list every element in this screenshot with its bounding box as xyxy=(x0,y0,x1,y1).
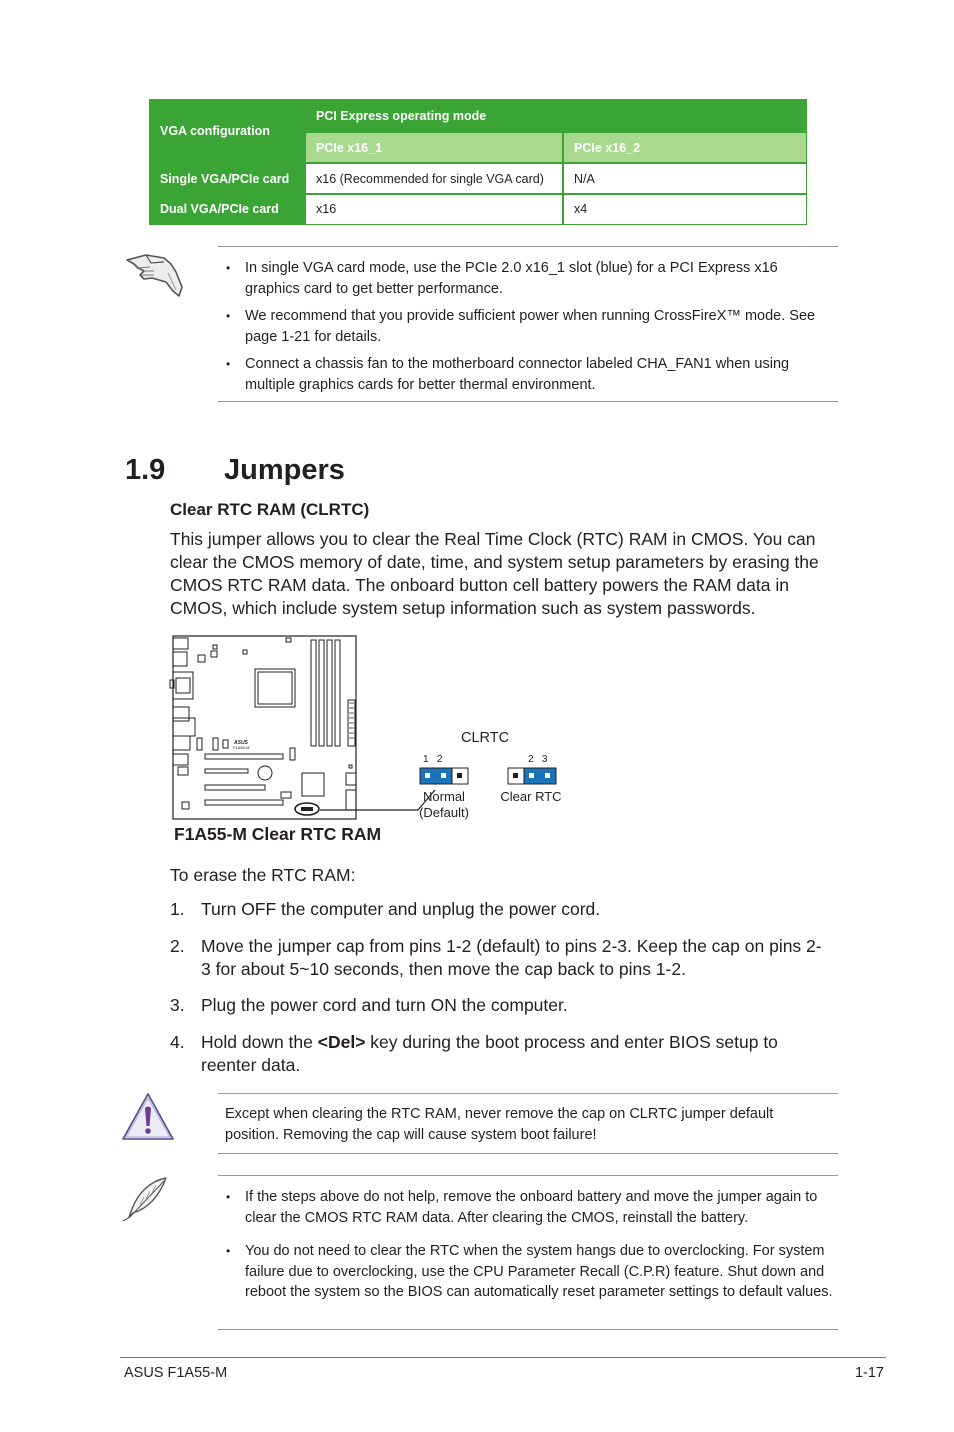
jumper-label-clrtc: CLRTC xyxy=(461,730,510,746)
step-number: 2. xyxy=(170,936,185,956)
step-text: Turn OFF the computer and unplug the power cord. xyxy=(201,899,601,919)
row-label: Dual VGA/PCIe card xyxy=(149,194,305,225)
caution-rule-bottom xyxy=(218,1153,838,1154)
step-text: Plug the power cord and turn ON the computer. xyxy=(201,995,568,1015)
clear-rtc-label: Clear RTC xyxy=(500,789,562,804)
note-item: • In single VGA card mode, use the PCIe 2.0 x16_1 slot (blue) for a PCI Express x16 graphics card to get better performance. xyxy=(218,258,828,299)
note-top-rule xyxy=(218,246,838,247)
subsection-body: This jumper allows you to clear the Real Time Clock (RTC) RAM in CMOS. You can clear the CMOS memory of date, time, and system setup parameters by erasing the CMOS RTC RAM data. The onboard button cell battery powers the RAM data in CMOS, which include system setup information such as system passwords. xyxy=(170,529,819,618)
step-number: 4. xyxy=(170,1032,185,1052)
board-model-label: F1A55-M xyxy=(233,745,250,750)
table-cell: N/A xyxy=(563,163,807,194)
section-number: 1.9 xyxy=(125,454,166,486)
steps-intro: To erase the RTC RAM: xyxy=(170,865,356,885)
table-row xyxy=(149,194,807,225)
jumper-normal-icon xyxy=(419,767,469,785)
step-text-before: Hold down the xyxy=(201,1032,318,1052)
del-key: <Del> xyxy=(317,1032,366,1052)
step-item xyxy=(170,1031,840,1077)
normal-label-text: Normal xyxy=(423,789,465,804)
hand-icon xyxy=(124,250,186,300)
footer-product: ASUS F1A55-M xyxy=(124,1365,228,1381)
header-pcie-x16-1: PCIe x16_1 xyxy=(305,132,563,163)
table-cell: x4 xyxy=(563,194,807,225)
note-item: • If the steps above do not help, remove the onboard battery and move the jumper again to clear the CMOS RTC RAM data. After clearing the CMOS, reinstall the battery. xyxy=(218,1187,836,1228)
step-text xyxy=(201,1031,836,1077)
pins-label-normal: 1 2 xyxy=(423,754,443,765)
note-bottom-rule xyxy=(218,1175,838,1176)
step-number: 3. xyxy=(170,995,185,1015)
page-number: 1-17 xyxy=(854,1365,884,1381)
normal-label xyxy=(404,789,484,821)
note-item: • You do not need to clear the RTC when the system hangs due to overclocking. For system failure due to overclocking, use the CPU Parameter Recall (C.P.R) feature. Shut down and reboot the system so the BIOS can automatically reset parameter settings to default values. xyxy=(218,1241,836,1303)
step-number: 1. xyxy=(170,899,185,919)
jumper-clear-icon xyxy=(507,767,557,785)
pins-label-clear: 2 3 xyxy=(528,754,548,765)
note-bottom xyxy=(218,1187,836,1303)
board-brand-label: ASUS xyxy=(234,740,248,746)
table-cell: x16 xyxy=(305,194,563,225)
caution-rule-top xyxy=(218,1093,838,1094)
step-item xyxy=(170,898,840,921)
vga-configuration-table xyxy=(149,99,807,225)
section-title: Jumpers xyxy=(224,454,345,486)
step-item xyxy=(170,935,840,981)
note-bottom-rule-bottom xyxy=(218,1329,838,1330)
note-item: • We recommend that you provide sufficient power when running CrossFireX™ mode. See page 1-21 for details. xyxy=(218,306,828,347)
note-top xyxy=(218,258,828,395)
table-row xyxy=(149,163,807,194)
normal-default-text: (Default) xyxy=(419,805,469,820)
step-text: Move the jumper cap from pins 1-2 (default) to pins 2-3. Keep the cap on pins 2-3 for about 5~10 seconds, then move the cap back to pins 1-2. xyxy=(201,936,822,979)
note-top-rule-bottom xyxy=(218,401,838,402)
footer-rule xyxy=(120,1357,886,1358)
subsection-title: Clear RTC RAM (CLRTC) xyxy=(170,500,370,519)
warning-icon xyxy=(121,1092,175,1142)
note-item: • Connect a chassis fan to the motherboard connector labeled CHA_FAN1 when using multiple graphics cards for better thermal environment. xyxy=(218,354,828,395)
header-pcie-x16-2: PCIe x16_2 xyxy=(563,132,807,163)
row-label: Single VGA/PCIe card xyxy=(149,163,305,194)
table-cell: x16 (Recommended for single VGA card) xyxy=(305,163,563,194)
feather-icon xyxy=(120,1175,172,1223)
header-pci-express-mode: PCI Express operating mode xyxy=(305,99,807,132)
header-vga-configuration: VGA configuration xyxy=(149,99,305,163)
figure-caption: F1A55-M Clear RTC RAM xyxy=(174,824,382,844)
step-text-after: key during the boot process and enter BIOS setup to reenter data. xyxy=(201,1032,778,1075)
caution-text: Except when clearing the RTC RAM, never remove the cap on CLRTC jumper default position. Removing the cap will cause system boot failure! xyxy=(225,1106,774,1143)
step-item xyxy=(170,994,840,1017)
